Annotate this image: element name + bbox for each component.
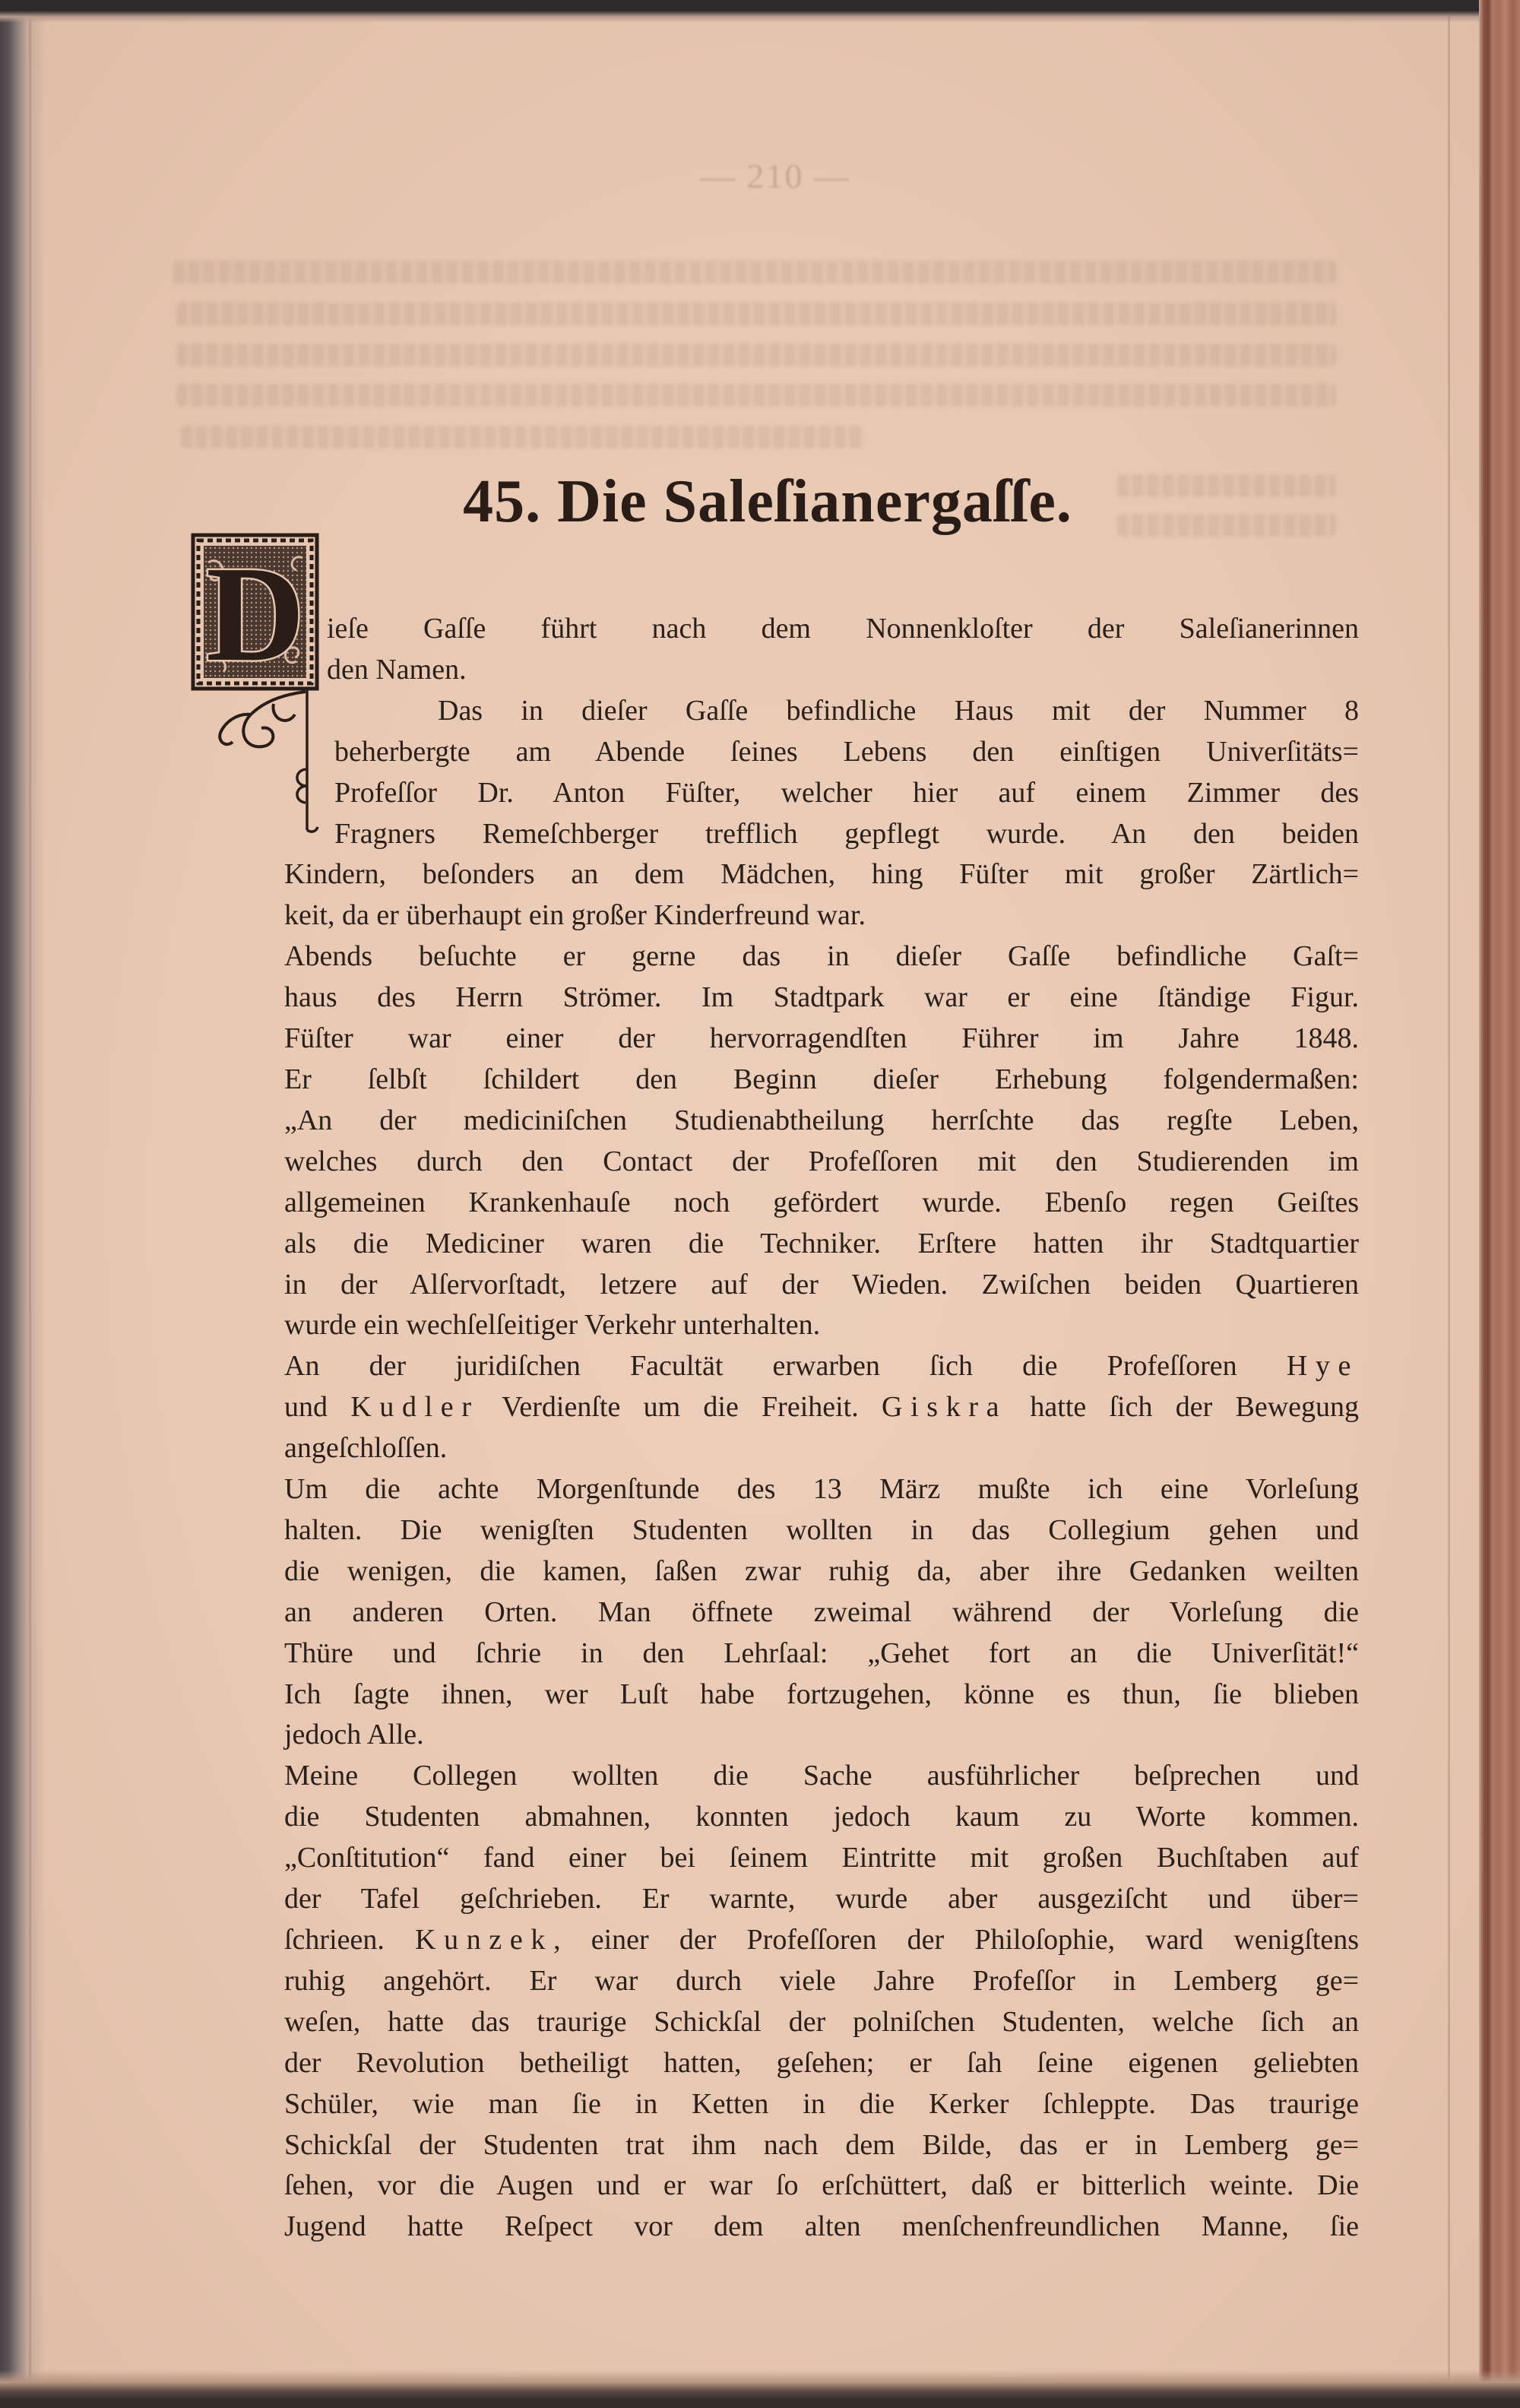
text-line: Schüler, wie man ſie in Ketten in die Kerker ſchleppte. Das traurige	[284, 2087, 1359, 2120]
text-line: wurde ein wechſelſeitiger Verkehr unterhalten.	[284, 1309, 821, 1342]
text-line: als die Mediciner waren die Techniker. Erſtere hatten ihr Stadtquartier	[284, 1227, 1359, 1259]
show-through-line	[181, 426, 865, 448]
text-line: weſen, hatte das traurige Schickſal der polniſchen Studenten, welche ſich an	[284, 2005, 1359, 2038]
spaced-name: Kudler	[350, 1391, 480, 1424]
show-through-line	[173, 261, 1336, 284]
chapter-title: 45. Die Saleſianergaſſe.	[463, 468, 1072, 535]
text-line: Füſter war einer der hervorragendſten Führer im Jahre 1848.	[284, 1022, 1359, 1055]
show-through-line	[176, 344, 1336, 366]
text-line: Profeſſor Dr. Anton Füſter, welcher hier auf einem Zimmer des	[334, 776, 1359, 809]
text-line: ſehen, vor die Augen und er war ſo erſchüttert, daß er bitterlich weinte. Die	[284, 2169, 1359, 2202]
text-line: die wenigen, die kamen, ſaßen zwar ruhig da, aber ihre Gedanken weilten	[284, 1554, 1359, 1587]
text-line: beherbergte am Abende ſeines Lebens den einſtigen Univerſitäts=	[334, 735, 1359, 768]
text-line: Kindern, beſonders an dem Mädchen, hing Füſter mit großer Zärtlich=	[284, 858, 1359, 891]
text-segment: An der juridiſchen Facultät erwarben ſich die Profeſſoren	[284, 1350, 1287, 1383]
text-line: halten. Die wenigſten Studenten wollten in das Collegium gehen und	[284, 1513, 1359, 1546]
text-line: ruhig angehört. Er war durch viele Jahre Profeſſor in Lemberg ge=	[284, 1964, 1359, 1997]
text-line: den Namen.	[327, 653, 467, 686]
text-line	[284, 1387, 1359, 1428]
page-fold-line	[1448, 15, 1450, 2379]
body-text	[284, 609, 1359, 2248]
show-through-line	[176, 384, 1336, 407]
text-line: Abends beſuchte er gerne das in dieſer Gaſſe befindliche Gaſt=	[284, 940, 1359, 973]
text-line: Meine Collegen wollten die Sache ausführlicher beſprechen und	[284, 1760, 1359, 1792]
show-through-line	[176, 303, 1336, 325]
text-line: angeſchloſſen.	[284, 1432, 448, 1465]
text-line	[284, 1920, 1359, 1961]
text-line: Fragners Remeſchberger trefflich gepflegt wurde. An den beiden	[334, 817, 1359, 850]
text-line: jedoch Alle.	[284, 1719, 424, 1751]
text-segment: hatte ſich der Bewegung	[1007, 1391, 1360, 1424]
text-line: der Revolution betheiligt hatten, geſehen; er ſah ſeine eigenen geliebten	[284, 2046, 1359, 2079]
text-segment: Verdienſte um die Freiheit.	[479, 1391, 882, 1424]
text-line: welches durch den Contact der Profeſſoren mit den Studierenden im	[284, 1145, 1359, 1177]
spaced-name: Giskra	[882, 1391, 1008, 1424]
book-binding-edge	[0, 0, 46, 2408]
text-line: Schickſal der Studenten trat ihm nach dem Bilde, das er in Lemberg ge=	[284, 2128, 1359, 2161]
text-line: haus des Herrn Strömer. Im Stadtpark war er eine ſtändige Figur.	[284, 981, 1359, 1014]
show-through-page-number: — 210 —	[700, 157, 850, 195]
text-segment: , einer der Profeſſoren der Philoſophie, ward wenigſtens	[553, 1924, 1359, 1956]
text-line: allgemeinen Krankenhauſe noch gefördert wurde. Ebenſo regen Geiſtes	[284, 1186, 1359, 1218]
text-line: Um die achte Morgenſtunde des 13 März mußte ich eine Vorleſung	[284, 1473, 1359, 1506]
binding-shadow	[29, 15, 31, 2379]
text-line: an anderen Orten. Man öffnete zweimal während der Vorleſung die	[284, 1595, 1359, 1628]
page-bottom-edge	[0, 2370, 1520, 2408]
text-line: in der Alſervorſtadt, letzere auf der Wieden. Zwiſchen beiden Quartieren	[284, 1268, 1359, 1301]
drop-cap-initial: D	[206, 538, 305, 689]
spaced-name: Hye	[1286, 1350, 1359, 1383]
text-line	[284, 1346, 1359, 1387]
page-top-edge	[0, 0, 1520, 23]
text-line: „Conſtitution“ fand einer bei ſeinem Eintritte mit großen Buchſtaben auf	[284, 1842, 1359, 1874]
page-edge-right	[1479, 0, 1520, 2408]
text-line: ieſe Gaſſe führt nach dem Nonnenkloſter der Saleſianerinnen	[327, 613, 1359, 645]
text-line: keit, da er überhaupt ein großer Kinderfreund war.	[284, 899, 866, 932]
text-line: „An der mediciniſchen Studienabtheilung herrſchte das regſte Leben,	[284, 1104, 1359, 1136]
text-line: Jugend hatte Reſpect vor dem alten menſchenfreundlichen Manne, ſie	[284, 2210, 1359, 2243]
text-segment: und	[284, 1391, 351, 1424]
text-segment: ſchrieen.	[284, 1924, 416, 1956]
spaced-name: Kunzek	[415, 1924, 554, 1956]
text-line: Er ſelbſt ſchildert den Beginn dieſer Erhebung folgendermaßen:	[284, 1063, 1359, 1095]
text-line: Das in dieſer Gaſſe befindliche Haus mit der Nummer 8	[438, 694, 1359, 727]
text-line: die Studenten abmahnen, konnten jedoch kaum zu Worte kommen.	[284, 1801, 1359, 1833]
text-line: der Tafel geſchrieben. Er warnte, wurde aber ausgeziſcht und über=	[284, 1883, 1359, 1915]
text-line: Thüre und ſchrie in den Lehrſaal: „Gehet fort an die Univerſität!“	[284, 1636, 1359, 1669]
text-line: Ich ſagte ihnen, wer Luſt habe fortzugehen, könne es thun, ſie blieben	[284, 1678, 1359, 1710]
